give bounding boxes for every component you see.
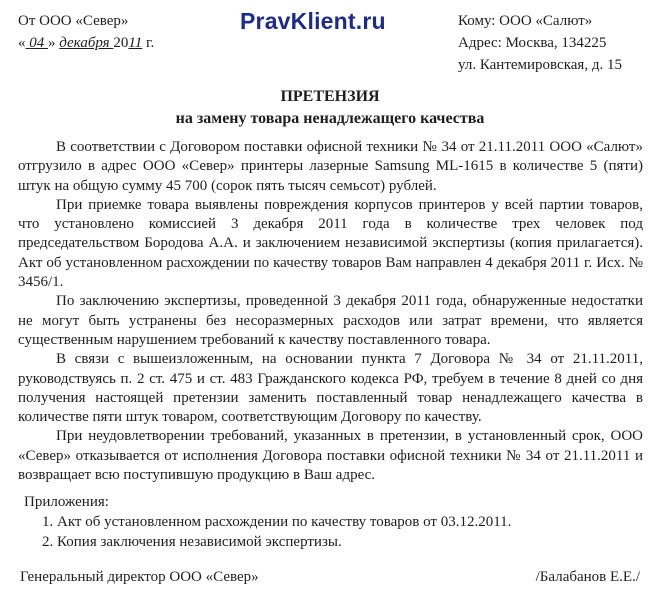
letter-date (18, 32, 154, 54)
attachments-label: Приложения: (24, 494, 109, 510)
date-month: декабря (59, 35, 110, 51)
body-paragraph: При приемке товара выявлены повреждения корпусов принтеров у всей партии товаров, что установлено комиссией 3 декабря 2011 года в количестве трех человек под председательством Бородова А.А. и заключением независимой экспертизы (копия прилагается). Акт об установленном расхождении по качеству товаров Вам направлен 4 декабря 2011 г. Исх. № 3456/1. (18, 196, 643, 291)
date-day: 04 (29, 35, 45, 51)
recipient-address-line2: ул. Кантемировская, д. 15 (458, 57, 622, 73)
claim-body (18, 138, 643, 485)
attachments-section (24, 492, 644, 552)
recipient-block (458, 10, 622, 76)
recipient-line: Кому: ООО «Салют» (458, 13, 593, 29)
recipient-address-line1: Адрес: Москва, 134225 (458, 35, 607, 51)
date-open-quote: « (18, 35, 26, 51)
signer-name: /Балабанов Е.Е./ (535, 569, 640, 585)
sender-line: От ООО «Север» (18, 13, 129, 29)
date-year-unit: г. (146, 35, 155, 51)
sender-block (18, 10, 154, 54)
site-logo: PravKlient.ru (240, 8, 386, 34)
document-title: ПРЕТЕНЗИЯ (280, 88, 380, 105)
body-paragraph: При неудовлетворении требований, указанных в претензии, в установленный срок, ООО «Север» отказывается от исполнения Договора поставки офисной техники № 34 от 21.11.2011 и возвращает всю поступившую продукцию в Ваш адрес. (18, 428, 643, 484)
attachment-item: 1. Акт об установленном расхождении по качеству товаров от 03.12.2011. (42, 514, 512, 530)
attachment-item: 2. Копия заключения независимой экспертизы. (42, 534, 342, 550)
signer-position: Генеральный директор ООО «Север» (20, 569, 259, 585)
date-close-quote: » (48, 35, 56, 51)
body-paragraph: В соответствии с Договором поставки офисной техники № 34 от 21.11.2011 ООО «Салют» отгрузило в адрес ООО «Север» принтеры лазерные Samsung ML-1615 в количестве 5 (пяти) штук на общую сумму 45 700 (сорок пять тысяч семьсот) рублей. (18, 139, 643, 194)
body-paragraph: По заключению экспертизы, проведенной 3 декабря 2011 года, обнаруженные недостатки не могут быть устранены без несоразмерных расходов или затрат времени, что является существенным нарушением требований к качеству поставленного товара. (18, 293, 643, 348)
date-year-suffix: 11 (128, 35, 143, 51)
body-paragraph: В связи с вышеизложенным, на основании пункта 7 Договора № 34 от 21.11.2011, руководствуясь п. 2 ст. 475 и ст. 483 Гражданского кодекса РФ, требуем в течение 8 дней со дня получения настоящей претензии заменить поставленный товар ненадлежащего качества в количестве пяти штук товаром, соответствующим Договору по качеству. (18, 351, 643, 426)
signature-block (20, 567, 640, 587)
date-year-prefix: 20 (113, 35, 129, 51)
document-subtitle: на замену товара ненадлежащего качества (175, 110, 485, 127)
